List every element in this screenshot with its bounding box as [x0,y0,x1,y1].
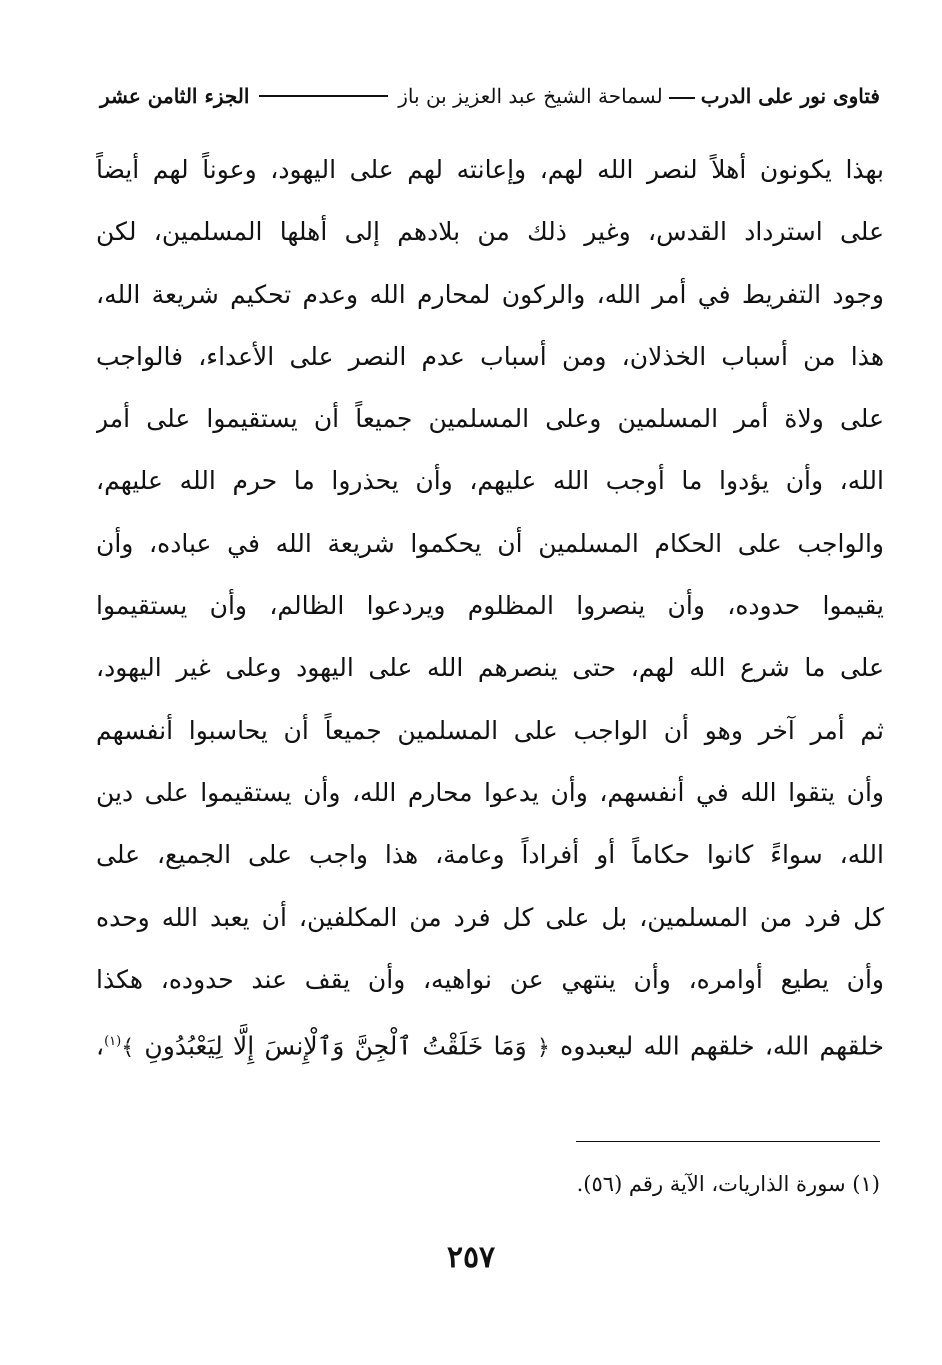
body-line: ثم أمر آخر وهو أن الواجب على المسلمين جميعاً أن يحاسبوا أنفسهم [96,715,884,745]
footnote-separator [576,1141,880,1142]
body-line: على استرداد القدس، وغير ذلك من بلادهم إلى أهلها المسلمين، لكن [96,217,884,247]
header-rule [259,95,388,97]
trailing-comma: ، [96,1031,105,1061]
author-name: لسماحة الشيخ عبد العزيز بن باز [398,84,663,108]
body-line: الله، وأن يؤدوا ما أوجب الله عليهم، وأن يحذروا ما حرم الله عليهم، [96,466,884,496]
header-left-group [398,84,880,108]
body-line: يقيموا حدوده، وأن ينصروا المظلوم ويردعوا الظالم، وأن يستقيموا [96,591,884,621]
running-header [100,78,880,114]
volume-label: الجزء الثامن عشر [100,84,250,108]
quran-close-bracket: ﴾ [121,1035,135,1061]
body-line: على ما شرع الله لهم، حتى ينصرهم الله على اليهود وعلى غير اليهود، [96,653,884,683]
footnote-reference: (١) [104,1034,122,1050]
body-line: والواجب على الحكام المسلمين أن يحكموا شريعة الله في عباده، وأن [96,528,884,558]
body-line-last [96,1014,884,1076]
body-line: هذا من أسباب الخذلان، ومن أسباب عدم النصر على الأعداء، فالواجب [96,341,884,371]
body-text [96,142,884,1076]
header-dash [669,97,695,99]
footnote: (١) سورة الذاريات، الآية رقم (٥٦). [576,1172,880,1196]
body-line: الله، سواءً كانوا حكاماً أو أفراداً وعامة، هذا واجب على الجميع، على [96,840,884,870]
body-line: وأن يتقوا الله في أنفسهم، وأن يدعوا محارم الله، وأن يستقيموا على دين [96,777,884,807]
page-number: ٢٥٧ [446,1240,496,1275]
quran-open-bracket: ﴿ [536,1035,550,1061]
last-line-text: خلقهم الله، خلقهم الله ليعبدوه [560,1031,884,1061]
body-line: على ولاة أمر المسلمين وعلى المسلمين جميعاً أن يستقيموا على أمر [96,404,884,434]
body-line: وأن يطيع أوامره، وأن ينتهي عن نواهيه، وأن يقف عند حدوده، هكذا [96,964,884,994]
body-line: كل فرد من المسلمين، بل على كل فرد من المكلفين، أن يعبد الله وحده [96,902,884,932]
book-title: فتاوى نور على الدرب [700,84,880,108]
body-line: بهذا يكونون أهلاً لنصر الله لهم، وإعانته لهم على اليهود، وعوناً لهم أيضاً [96,155,884,184]
body-line: وجود التفريط في أمر الله، والركون لمحارم الله وعدم تحكيم شريعة الله، [96,279,884,309]
quran-verse: وَمَا خَلَقْتُ ٱلْجِنَّ وَٱلْإِنسَ إِلَّا لِيَعْبُدُونِ [144,1031,527,1061]
